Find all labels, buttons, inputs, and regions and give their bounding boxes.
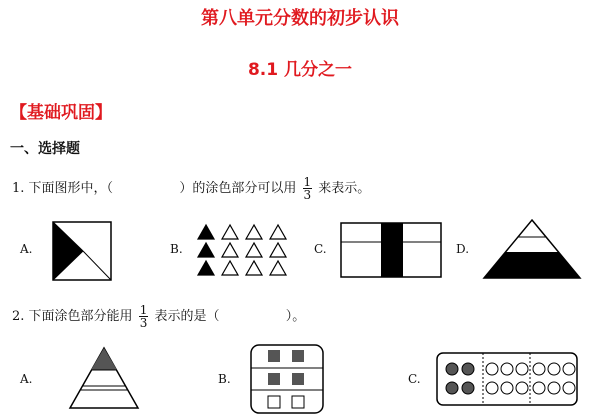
part-heading: 一、选择题 <box>10 141 80 157</box>
question-2-number: 2. <box>12 309 25 324</box>
question-2 <box>12 304 305 329</box>
q1-option-c-label[interactable]: C. <box>314 242 327 256</box>
question-2-text-before: 下面涂色部分能用 <box>28 309 133 324</box>
q2-option-a-pyramid-figure[interactable] <box>68 346 140 410</box>
question-1-text-before: 下面图形中，（ <box>28 181 114 196</box>
question-2-text-end: ）。 <box>285 309 306 324</box>
section-heading: 【基础巩固】 <box>10 103 112 123</box>
q2-option-c-label[interactable]: C. <box>408 372 421 386</box>
page-title: 第八单元分数的初步认识 <box>201 8 399 29</box>
q2-option-b-squares-figure[interactable] <box>250 344 324 414</box>
fraction-one-third <box>139 304 149 329</box>
q1-option-a-label[interactable]: A. <box>20 242 33 256</box>
fraction-denominator: 3 <box>303 188 312 202</box>
q1-option-b-triangles-figure[interactable] <box>196 223 286 279</box>
q2-option-b-label[interactable]: B. <box>218 372 231 386</box>
lesson-subtitle: 8.1 几分之一 <box>247 60 353 80</box>
question-1 <box>12 176 370 201</box>
q2-option-a-label[interactable]: A. <box>20 372 33 386</box>
q1-option-a-square-figure[interactable] <box>52 221 112 281</box>
fraction-one-third <box>303 176 313 201</box>
fraction-numerator: 1 <box>303 175 312 189</box>
question-1-text-after: 来表示。 <box>318 181 371 196</box>
q1-option-c-rectangle-figure[interactable] <box>340 222 442 278</box>
fraction-denominator: 3 <box>139 316 148 330</box>
question-1-text-middle: ）的涂色部分可以用 <box>179 181 297 196</box>
q2-option-c-circles-figure[interactable] <box>436 352 578 406</box>
fraction-numerator: 1 <box>139 303 148 317</box>
question-1-number: 1. <box>12 181 25 196</box>
q1-option-d-label[interactable]: D. <box>456 242 470 256</box>
question-2-text-after: 表示的是（ <box>154 309 220 324</box>
q1-option-d-pyramid-figure[interactable] <box>482 218 582 280</box>
q1-option-b-label[interactable]: B. <box>170 242 183 256</box>
